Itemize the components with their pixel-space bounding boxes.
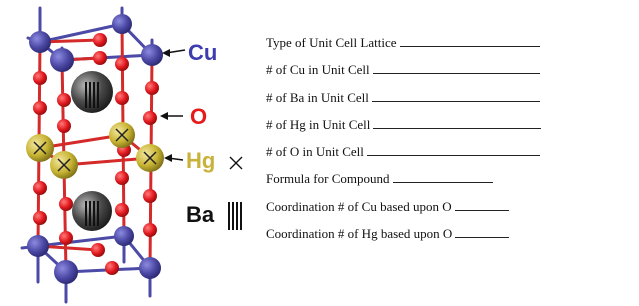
ba-atom: [71, 71, 113, 113]
o-atom: [143, 111, 157, 125]
unit-cell-diagram: [0, 0, 260, 306]
question-label: Coordination # of Hg based upon O: [266, 226, 453, 242]
hg-atom: [136, 144, 164, 172]
question-label: # of O in Unit Cell: [266, 144, 364, 160]
o-atom: [115, 203, 129, 217]
o-atom: [57, 93, 71, 107]
worksheet-questions: [266, 33, 636, 251]
ba-atoms: [71, 71, 113, 231]
o-atom: [93, 51, 107, 65]
question-hg-count: [266, 115, 636, 142]
ba-symbol: [229, 202, 241, 230]
question-label: # of Cu in Unit Cell: [266, 62, 370, 78]
answer-blank[interactable]: [373, 115, 541, 129]
ba-label: Ba: [186, 202, 215, 227]
question-hg-coordination: [266, 224, 636, 251]
o-legend: [160, 104, 207, 129]
o-atom: [33, 101, 47, 115]
hg-atom: [26, 134, 54, 162]
hg-atoms: [26, 122, 164, 179]
cu-atom: [29, 31, 51, 53]
answer-blank[interactable]: [400, 33, 540, 47]
o-atom: [115, 57, 129, 71]
o-atom: [93, 33, 107, 47]
question-ba-count: [266, 88, 636, 115]
answer-blank[interactable]: [372, 88, 540, 102]
question-o-count: [266, 142, 636, 169]
o-atom: [105, 261, 119, 275]
hg-legend: [164, 148, 242, 173]
answer-blank[interactable]: [455, 197, 509, 211]
question-lattice-type: [266, 33, 636, 60]
answer-blank[interactable]: [455, 224, 509, 238]
answer-blank[interactable]: [367, 142, 540, 156]
cu-label: Cu: [188, 40, 218, 65]
question-label: # of Ba in Unit Cell: [266, 89, 369, 105]
question-formula: [266, 169, 636, 196]
answer-blank[interactable]: [373, 60, 540, 74]
o-atom: [115, 171, 129, 185]
o-atom: [33, 211, 47, 225]
o-atom: [57, 119, 71, 133]
question-label: # of Hg in Unit Cell: [266, 116, 371, 132]
cu-atom: [139, 257, 161, 279]
question-label: Type of Unit Cell Lattice: [266, 35, 397, 50]
cu-atom: [114, 226, 134, 246]
cu-legend: [162, 40, 217, 65]
o-atom: [145, 81, 159, 95]
hg-atom: [109, 122, 135, 148]
o-atom: [143, 189, 157, 203]
hg-label: Hg: [186, 148, 216, 173]
cu-atom: [54, 260, 78, 284]
cu-atom: [112, 14, 132, 34]
ba-legend: [186, 202, 241, 230]
o-atom: [33, 71, 47, 85]
hg-symbol: [230, 157, 242, 169]
question-cu-count: [266, 60, 636, 87]
o-label: O: [190, 104, 208, 129]
o-atom: [115, 91, 129, 105]
question-label: Formula for Compound: [266, 171, 390, 187]
question-cu-coordination: [266, 197, 636, 224]
o-atom: [59, 197, 73, 211]
o-atom: [91, 243, 105, 257]
o-atom: [33, 181, 47, 195]
o-atom: [143, 223, 157, 237]
cu-atom: [27, 235, 49, 257]
o-atom: [59, 231, 73, 245]
question-label: Coordination # of Cu based upon O: [266, 198, 452, 214]
cu-atom: [141, 44, 163, 66]
cu-atom: [50, 48, 74, 72]
ba-atom: [72, 191, 112, 231]
answer-blank[interactable]: [393, 169, 493, 183]
hg-atom: [50, 151, 78, 179]
